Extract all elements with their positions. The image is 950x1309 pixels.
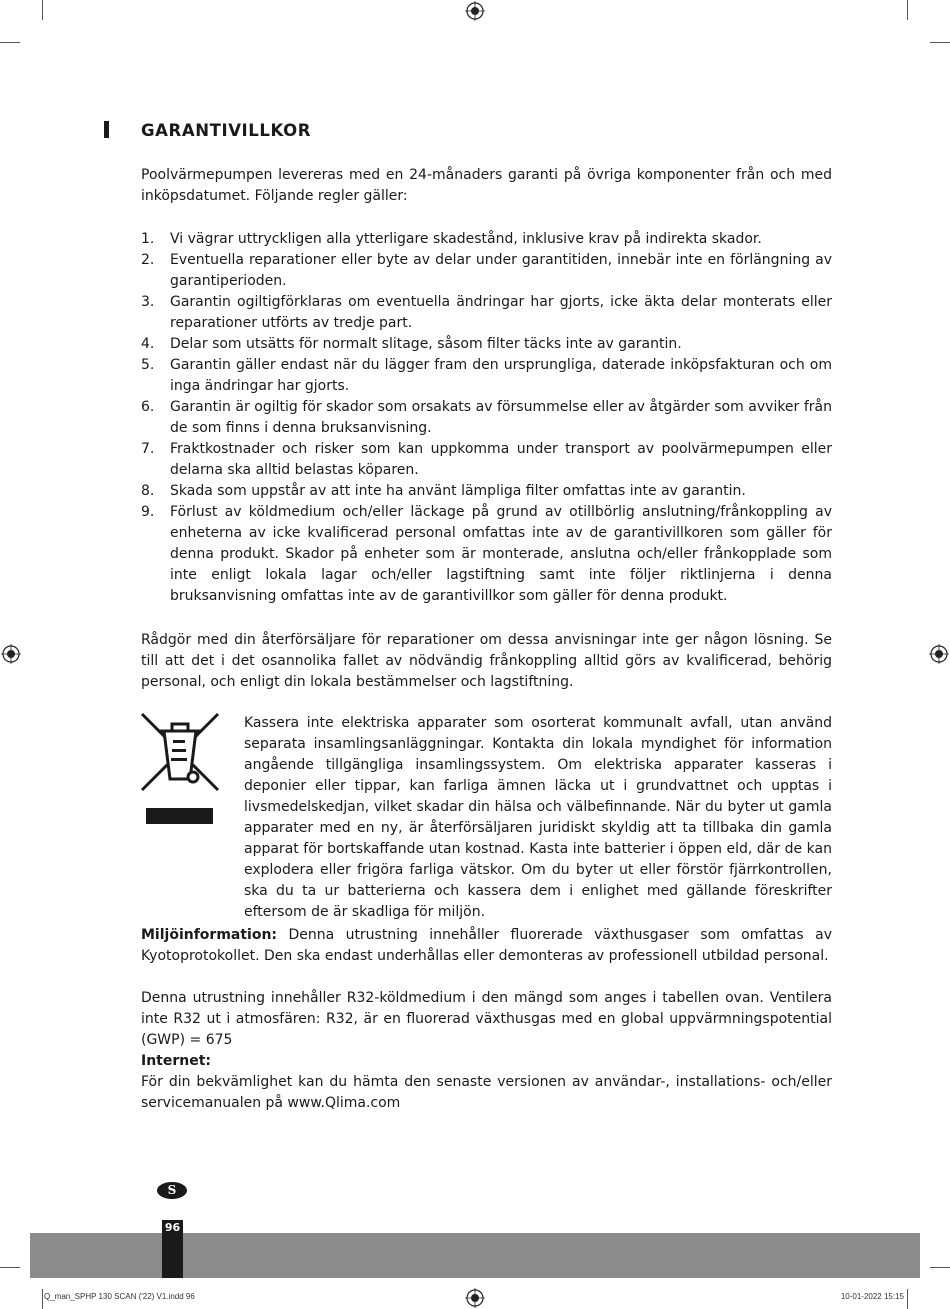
- list-number: 8.: [141, 483, 155, 499]
- list-item: [141, 334, 832, 355]
- page-number: 96: [164, 1221, 181, 1234]
- list-number: 9.: [141, 504, 155, 520]
- list-number: 7.: [141, 441, 155, 457]
- list-text: Fraktkostnader och risker som kan uppkomma under transport av poolvärmepumpen eller delarna ska alltid belastas köparen.: [170, 441, 832, 478]
- environment-label: Miljöinformation:: [141, 927, 278, 943]
- weee-paragraph: Kassera inte elektriska apparater som osorterat kommunalt avfall, utan använd separata insamlingsanläggningar. Kontakta din lokala myndighet för information angående tillgängliga insamlingssystem. Om elektriska apparater kasseras i deponier eller tippar, kan farliga ämnen läcka ut i grundvattnet och upptas i livsmedelskedjan, vilket skadar din hälsa och välbefinnande. När du byter ut gamla apparater med en ny, är återförsäljaren juridiskt skyldig att ta tillbaka din gamla apparat för bortskaffande utan kostnad. Kasta inte batterier i öppen eld, där de kan explodera eller frigöra farliga vätskor. Om du byter ut eller förstör fjärrkontrollen, ska du ta ur batterierna och kassera dem i enlighet med gällande föreskrifter eftersom de är skadliga för miljön.: [244, 715, 832, 920]
- crop-mark: [930, 42, 950, 43]
- list-text: Skada som uppstår av att inte ha använt lämpliga filter omfattas inte av garantin.: [170, 483, 746, 499]
- warranty-rules-list: [141, 229, 832, 607]
- list-number: 4.: [141, 336, 155, 352]
- weee-crossed-bin-icon: [139, 711, 221, 829]
- list-text: Garantin ogiltigförklaras om eventuella ändringar har gjorts, icke äkta delar monterats eller reparationer utförts av tredje part.: [170, 294, 832, 331]
- r32-paragraph: Denna utrustning innehåller R32-köldmedium i den mängd som anges i tabellen ovan. Ventilera inte R32 ut i atmosfären: R32, är en fluorerad växthusgas med en global uppvärmningspotential (GWP) = 675: [141, 990, 832, 1048]
- registration-mark-icon: [465, 1288, 485, 1308]
- list-number: 1.: [141, 231, 155, 247]
- list-item: [141, 292, 832, 334]
- crop-mark: [907, 0, 908, 20]
- environment-text: Denna utrustning innehåller fluorerade växthusgaser som omfattas av Kyotoprotokollet. Den ska endast underhållas eller demonteras av professionell utbildad personal.: [141, 927, 832, 964]
- list-item: [141, 481, 832, 502]
- environment-paragraph: [141, 925, 832, 967]
- intro-paragraph: Poolvärmepumpen levereras med en 24-månaders garanti på övriga komponenter från och med inköpsdatumet. Följande regler gäller:: [141, 167, 832, 204]
- list-text: Delar som utsätts för normalt slitage, såsom filter täcks inte av garantin.: [170, 336, 682, 352]
- list-number: 2.: [141, 252, 155, 268]
- list-item: [141, 439, 832, 481]
- dealer-paragraph: Rådgör med din återförsäljare för reparationer om dessa anvisningar inte ger någon lösning. Se till att det i det osannolika fallet av nödvändig frånkoppling alltid görs av kvalificerad, behörig personal, och enligt din lokala bestämmelser och lagstiftning.: [141, 632, 832, 690]
- registration-mark-icon: [1, 644, 21, 664]
- registration-mark-icon: [929, 644, 949, 664]
- page-title: GARANTIVILLKOR: [141, 121, 312, 140]
- list-text: Eventuella reparationer eller byte av delar under garantitiden, innebär inte en förlängning av garantiperioden.: [170, 252, 832, 289]
- language-badge: S: [157, 1182, 187, 1199]
- crop-mark: [930, 1267, 950, 1268]
- list-number: 5.: [141, 357, 155, 373]
- registration-mark-icon: [465, 1, 485, 21]
- list-item: [141, 355, 832, 397]
- crop-mark: [42, 0, 43, 20]
- list-number: 3.: [141, 294, 155, 310]
- list-item: [141, 502, 832, 607]
- list-item: [141, 397, 832, 439]
- list-item: [141, 229, 832, 250]
- list-number: 6.: [141, 399, 155, 415]
- list-text: Förlust av köldmedium och/eller läckage på grund av otillbörlig anslutning/frånkoppling av enheterna av icke kvalificerad personal omfattas inte av de garantivillkoren som gäller för denna produkt. Skador på enheter som är monterade, anslutna och/eller frånkopplade som inte enligt lokala lagar och/eller lagstiftning samt inte följer riktlinjerna i denna bruksanvisning omfattas inte av de garantivillkor som gäller för denna produkt.: [170, 504, 832, 604]
- internet-paragraph: För din bekvämlighet kan du hämta den senaste versionen av användar-, installations- och/eller servicemanualen på www.Qlima.com: [141, 1074, 832, 1111]
- internet-label: Internet:: [141, 1053, 212, 1069]
- crop-mark: [0, 1267, 20, 1268]
- crop-mark: [42, 1289, 43, 1309]
- crop-mark: [0, 42, 20, 43]
- crop-mark: [907, 1289, 908, 1309]
- print-slug-file: Q_man_SPHP 130 SCAN ('22) V1.indd 96: [44, 1292, 195, 1301]
- list-text: Vi vägrar uttryckligen alla ytterligare skadestånd, inklusive krav på indirekta skador.: [170, 231, 762, 247]
- list-text: Garantin gäller endast när du lägger fram den ursprungliga, daterade inköpsfakturan och om inga ändringar har gjorts.: [170, 357, 832, 394]
- list-text: Garantin är ogiltig för skador som orsakats av försummelse eller av åtgärder som avviker från de som finns i denna bruksanvisning.: [170, 399, 832, 436]
- list-item: [141, 250, 832, 292]
- print-slug-date: 10-01-2022 15:15: [840, 1292, 904, 1301]
- section-marker: [104, 121, 109, 138]
